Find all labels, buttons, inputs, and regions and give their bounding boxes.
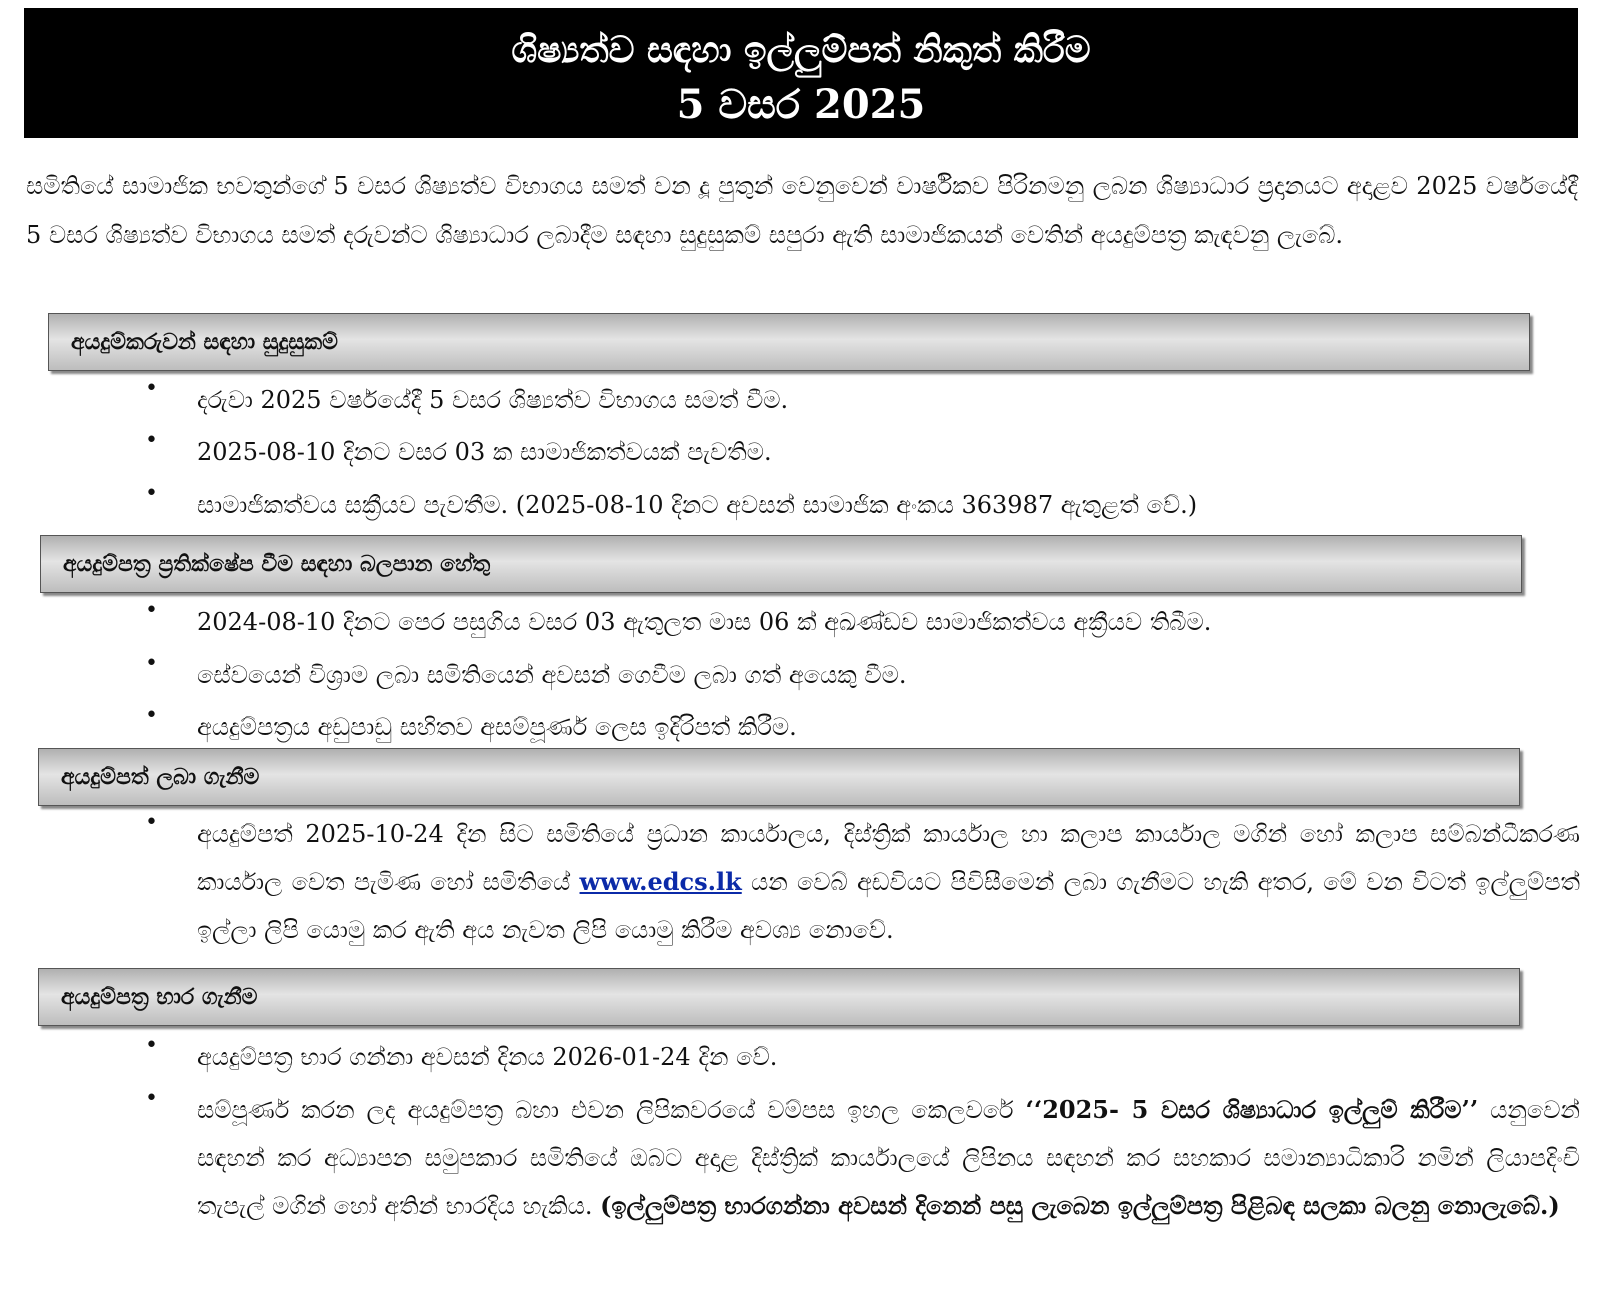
list-item-text: දරුවා 2025 වර්ෂයේදී 5 වසර ශිෂ්‍යත්ව විභාගය සමත් වීම. (197, 386, 789, 414)
list-item (145, 481, 1580, 529)
bullet-icon: • (145, 1033, 158, 1058)
list-item-text: සම්පූර්ණ කරන ලද අයදුම්පත්‍ර බහා එවන ලිපිකවරයේ වම්පස ඉහල කෙලවරේ ‘‘2025- 5 වසර ශිෂ්‍යාධාර ඉල්ලුම් කිරීම’’ යනුවෙන් සඳහන් කර අධ්‍යාපන සමුපකාර සමිතියේ ඔබට අදාළ දිස්ත්‍රික් කාර්යාලයේ ලිපිනය සඳහන් කර සහකාර සමාන්‍යාධිකාරි නමින් ලියාපදිංචි තැපැල් මගින් හෝ අතින් භාරදිය හැකිය. (ඉල්ලුම්පත්‍ර භාරගන්නා අවසන් දිනෙන් පසු ලැබෙන ඉල්ලුම්පත්‍ර පිළිබඳ සලකා බලනු නොලැබේ.) (197, 1095, 1580, 1220)
section-heading-submission (38, 968, 1520, 1026)
list-item-text: සේවයෙන් විශ්‍රාම ලබා සමිතියෙන් අවසන් ගෙවීම ලබා ගත් අයෙකු වීම. (197, 661, 907, 689)
title-banner (24, 8, 1578, 138)
list-item (145, 376, 1580, 424)
list-item-text: 2025-08-10 දිනට වසර 03 ක සාමාජිකත්වයක් පැවතිම. (197, 438, 772, 466)
section-heading-label: අයදුම්පත්‍ර ප්‍රතික්ෂේප වීම සඳහා බලපාන හේතු (63, 551, 491, 577)
list-item (145, 598, 1580, 646)
intro-paragraph: සමිතියේ සාමාජික භවතුන්ගේ 5 වසර ශිෂ්‍යත්ව විභාගය සමත් වන දූ පුතුන් වෙනුවෙන් වාර්ෂිකව පිරිනමනු ලබන ශිෂ්‍යාධාර ප්‍රදානයට අදාළව 2025 වර්ෂයේදී 5 වසර ශිෂ්‍යත්ව විභාගය සමත් දරුවන්ට ශිෂ්‍යාධාර ලබාදීම සඳහා සුදුසුකම් සපුරා ඇති සාමාජිකයන් වෙතින් අයදුම්පත්‍ර කැඳවනු ලැබේ. (26, 172, 1578, 249)
section-heading-label: අයදුම්පත්‍ර භාර ගැනීම (61, 984, 258, 1010)
list-item-text: අයදුම්පත් 2025-10-24 දින සිට සමිතියේ ප්‍රධාන කාර්යාලය, දිස්ත්‍රික් කාර්යාල හා කලාප කාර්යාල මගින් හෝ කලාප සම්බන්ධීකරණ කාර්යාල වෙත පැමිණ හෝ සමිතියේ www.edcs.lk යන වෙබ් අඩවියට පිවිසීමෙන් ලබා ගැනීමට හැකි අතර, මේ වන විටත් ඉල්ලුම්පත් ඉල්ලා ලිපි යොමු කර ඇති අය නැවත ලිපි යොමු කිරීම අවශ්‍ය නොවේ. (197, 820, 1580, 944)
page-subtitle: 5 වසර 2025 (676, 81, 926, 128)
deadline-notice: (ඉල්ලුම්පත්‍ර භාරගන්නා අවසන් දිනෙන් පසු ලැබෙන ඉල්ලුම්පත්‍ර පිළිබඳ සලකා බලනු නොලැබේ.) (600, 1191, 1560, 1220)
bullet-icon: • (145, 481, 158, 506)
bullet-icon: • (145, 376, 158, 401)
section-heading-eligibility (48, 313, 1530, 371)
list-item (145, 651, 1580, 699)
section-heading-rejection (40, 535, 1522, 593)
list-item (145, 810, 1580, 954)
section-heading-label: අයදුම්පත් ලබා ගැනීම (61, 764, 260, 790)
bullet-icon: • (145, 810, 158, 835)
bullet-icon: • (145, 651, 158, 676)
list-item (145, 1033, 1580, 1081)
envelope-label-text: ‘‘2025- 5 වසර ශිෂ්‍යාධාර ඉල්ලුම් කිරීම’’ (1025, 1095, 1479, 1124)
list-item (145, 1086, 1580, 1230)
list-item (145, 703, 1580, 751)
bullet-icon: • (145, 598, 158, 623)
bullet-icon: • (145, 1086, 158, 1111)
list-item-text: අයදුම්පත්‍ර භාර ගන්නා අවසන් දිනය 2026-01-24 දින වේ. (197, 1043, 778, 1071)
bullet-icon: • (145, 428, 158, 453)
section-heading-label: අයදුම්කරුවන් සඳහා සුදුසුකම් (71, 329, 338, 355)
list-item-text: සාමාජිකත්වය සක්‍රීයව පැවතීම. (2025-08-10 දිනට අවසන් සාමාජික අංකය 363987 ඇතුළත් වේ.) (197, 491, 1198, 519)
list-item-text: 2024-08-10 දිනට පෙර පසුගිය වසර 03 ඇතුලත මාස 06 ක් අඛණ්ඩව සාමාජිකත්වය අක්‍රීයව තිබීම. (197, 608, 1212, 636)
bullet-icon: • (145, 703, 158, 728)
section-heading-obtaining (38, 748, 1520, 806)
list-item (145, 428, 1580, 476)
list-item-text: අයදුම්පත්‍රය අඩුපාඩු සහිතව අසම්පූර්ණ ලෙස ඉදිරිපත් කිරීම. (197, 713, 797, 741)
page-title: ශිෂ්‍යත්ව සඳහා ඉල්ලුම්පත් නිකුත් කිරීම (511, 29, 1091, 71)
website-link[interactable]: www.edcs.lk (579, 867, 742, 896)
